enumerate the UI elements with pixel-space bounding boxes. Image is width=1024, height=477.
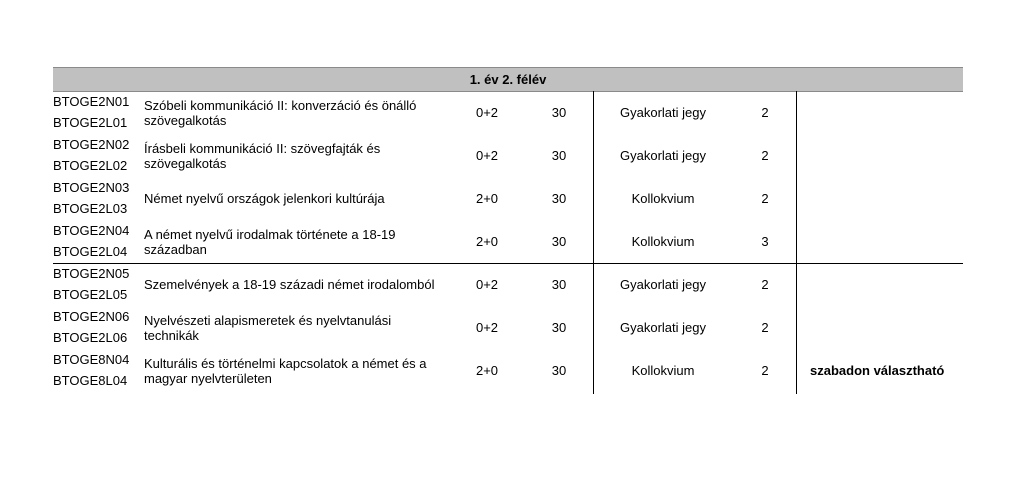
course-code-l: BTOGE8L04 <box>53 373 128 388</box>
course-code-l: BTOGE2L02 <box>53 158 128 173</box>
credit-points: 2 <box>761 105 769 120</box>
weekly-hours: 2+0 <box>475 363 499 378</box>
credit-points: 2 <box>761 277 769 292</box>
row-group-divider <box>53 263 963 264</box>
table-row <box>53 263 963 306</box>
semester-title: 1. év 2. félév <box>469 72 547 87</box>
course-code-n: BTOGE2N04 <box>53 223 130 238</box>
course-code-n: BTOGE2N03 <box>53 180 130 195</box>
column-divider <box>796 91 797 394</box>
table-row <box>53 91 963 134</box>
evaluation-type: Gyakorlati jegy <box>620 105 706 120</box>
course-name: Német nyelvű országok jelenkori kultúrája <box>144 191 385 206</box>
credit-points: 2 <box>761 363 769 378</box>
weekly-hours: 0+2 <box>475 277 499 292</box>
course-code-l: BTOGE2L01 <box>53 115 128 130</box>
course-code-n: BTOGE8N04 <box>53 352 130 367</box>
course-code-l: BTOGE2L06 <box>53 330 128 345</box>
course-code-l: BTOGE2L05 <box>53 287 128 302</box>
evaluation-type: Gyakorlati jegy <box>620 277 706 292</box>
total-hours: 30 <box>551 148 567 163</box>
course-name: Szemelvények a 18-19 századi német irodalomból <box>144 277 435 292</box>
evaluation-type: Gyakorlati jegy <box>620 148 706 163</box>
table-row <box>53 306 963 349</box>
evaluation-type: Kollokvium <box>631 363 695 378</box>
table-row <box>53 134 963 177</box>
evaluation-type: Gyakorlati jegy <box>620 320 706 335</box>
course-name: Kulturális és történelmi kapcsolatok a német és a magyar nyelvterületen <box>144 355 427 386</box>
total-hours: 30 <box>551 234 567 249</box>
total-hours: 30 <box>551 320 567 335</box>
course-note: szabadon választható <box>810 363 945 378</box>
credit-points: 2 <box>761 320 769 335</box>
table-row <box>53 349 963 392</box>
table-row <box>53 220 963 263</box>
weekly-hours: 0+2 <box>475 148 499 163</box>
weekly-hours: 0+2 <box>475 105 499 120</box>
course-name: Nyelvészeti alapismeretek és nyelvtanulási technikák <box>144 312 392 343</box>
course-name: A német nyelvű irodalmak története a 18-19 században <box>144 226 396 257</box>
course-name: Szóbeli kommunikáció II: konverzáció és önálló szövegalkotás <box>144 97 417 128</box>
weekly-hours: 2+0 <box>475 234 499 249</box>
total-hours: 30 <box>551 277 567 292</box>
credit-points: 2 <box>761 148 769 163</box>
course-name: Írásbeli kommunikáció II: szövegfajták és szövegalkotás <box>144 140 381 171</box>
column-divider <box>593 91 594 394</box>
course-code-n: BTOGE2N02 <box>53 137 130 152</box>
course-code-n: BTOGE2N05 <box>53 266 130 281</box>
total-hours: 30 <box>551 105 567 120</box>
total-hours: 30 <box>551 363 567 378</box>
course-code-l: BTOGE2L04 <box>53 244 128 259</box>
total-hours: 30 <box>551 191 567 206</box>
course-code-n: BTOGE2N06 <box>53 309 130 324</box>
evaluation-type: Kollokvium <box>631 234 695 249</box>
semester-header <box>53 67 963 92</box>
course-code-n: BTOGE2N01 <box>53 94 130 109</box>
table-row <box>53 177 963 220</box>
course-code-l: BTOGE2L03 <box>53 201 128 216</box>
evaluation-type: Kollokvium <box>631 191 695 206</box>
credit-points: 2 <box>761 191 769 206</box>
weekly-hours: 2+0 <box>475 191 499 206</box>
credit-points: 3 <box>761 234 769 249</box>
weekly-hours: 0+2 <box>475 320 499 335</box>
